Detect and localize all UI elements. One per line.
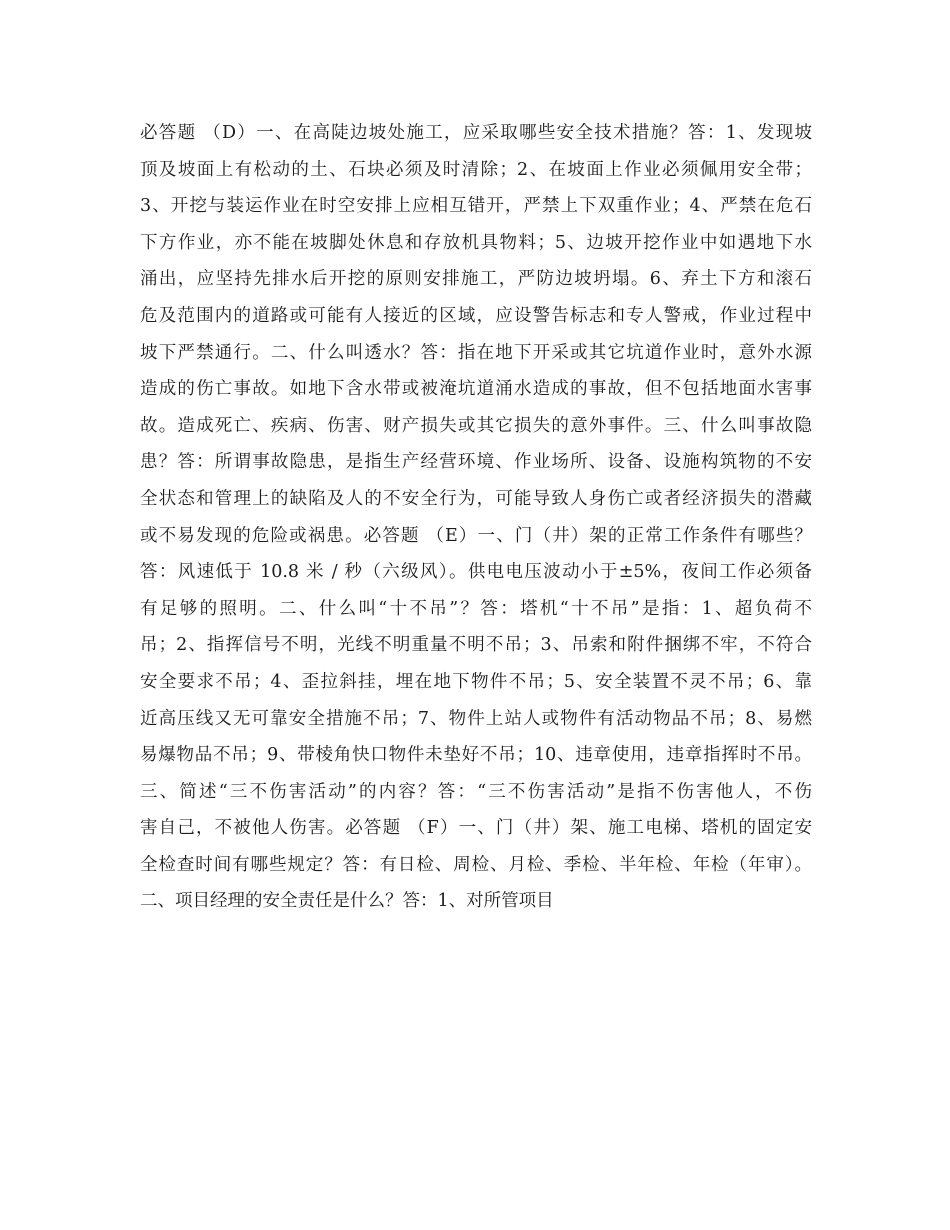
text-line: 或不易发现的危险或祸患。必答题 （E）一、门（井）架的正常工作条件有哪些？ bbox=[140, 525, 812, 546]
text-line: 造成的伤亡事故。如地下含水带或被淹坑道涌水造成的事故，但不包括地面水害事 bbox=[140, 379, 812, 400]
text-line: 故。造成死亡、疾病、伤害、财产损失或其它损失的意外事件。三、什么叫事故隐 bbox=[140, 415, 812, 436]
body-text bbox=[140, 118, 812, 923]
text-line: 患？答：所谓事故隐患，是指生产经营环境、作业场所、设备、设施构筑物的不安 bbox=[140, 452, 812, 473]
text-line: 安全要求不吊；4、歪拉斜挂，埋在地下物件不吊；5、安全装置不灵不吊；6、靠 bbox=[140, 671, 812, 692]
text-line: 顶及坡面上有松动的土、石块必须及时清除；2、在坡面上作业必须佩用安全带； bbox=[140, 159, 812, 180]
text-line: 易爆物品不吊；9、带棱角快口物件未垫好不吊；10、违章使用，违章指挥时不吊。 bbox=[140, 745, 812, 766]
text-line: 全检查时间有哪些规定？答：有日检、周检、月检、季检、半年检、年检（年审）。 bbox=[140, 854, 812, 875]
text-line: 必答题 （D）一、在高陡边坡处施工，应采取哪些安全技术措施？答：1、发现坡 bbox=[140, 123, 812, 143]
text-line: 下方作业，亦不能在坡脚处休息和存放机具物料；5、边坡开挖作业中如遇地下水 bbox=[140, 232, 812, 253]
text-line: 危及范围内的道路或可能有人接近的区域，应设警告标志和专人警戒，作业过程中 bbox=[140, 305, 812, 326]
text-line: 坡下严禁通行。二、什么叫透水？答：指在地下开采或其它坑道作业时，意外水源 bbox=[140, 342, 812, 363]
text-line: 三、简述“三不伤害活动”的内容？答：“三不伤害活动”是指不伤害他人，不伤 bbox=[140, 781, 812, 802]
text-line: 3、开挖与装运作业在时空安排上应相互错开，严禁上下双重作业；4、严禁在危石 bbox=[140, 196, 812, 217]
text-line: 涌出，应坚持先排水后开挖的原则安排施工，严防边坡坍塌。6、弃土下方和滚石 bbox=[140, 269, 812, 290]
text-line: 二、项目经理的安全责任是什么？答：1、对所管项目 bbox=[140, 891, 554, 912]
text-line: 害自己，不被他人伤害。必答题 （F）一、门（井）架、施工电梯、塔机的固定安 bbox=[140, 818, 812, 839]
text-line: 有足够的照明。二、什么叫“十不吊”？答：塔机“十不吊”是指：1、超负荷不 bbox=[140, 598, 812, 619]
text-line: 答：风速低于 10.8 米 / 秒（六级风）。供电电压波动小于±5%，夜间工作必须备 bbox=[140, 562, 812, 583]
text-line: 近高压线又无可靠安全措施不吊；7、物件上站人或物件有活动物品不吊；8、易燃 bbox=[140, 708, 812, 729]
text-line: 吊；2、指挥信号不明，光线不明重量不明不吊；3、吊索和附件捆绑不牢，不符合 bbox=[140, 635, 812, 656]
text-line: 全状态和管理上的缺陷及人的不安全行为，可能导致人身伤亡或者经济损失的潜藏 bbox=[140, 488, 812, 509]
